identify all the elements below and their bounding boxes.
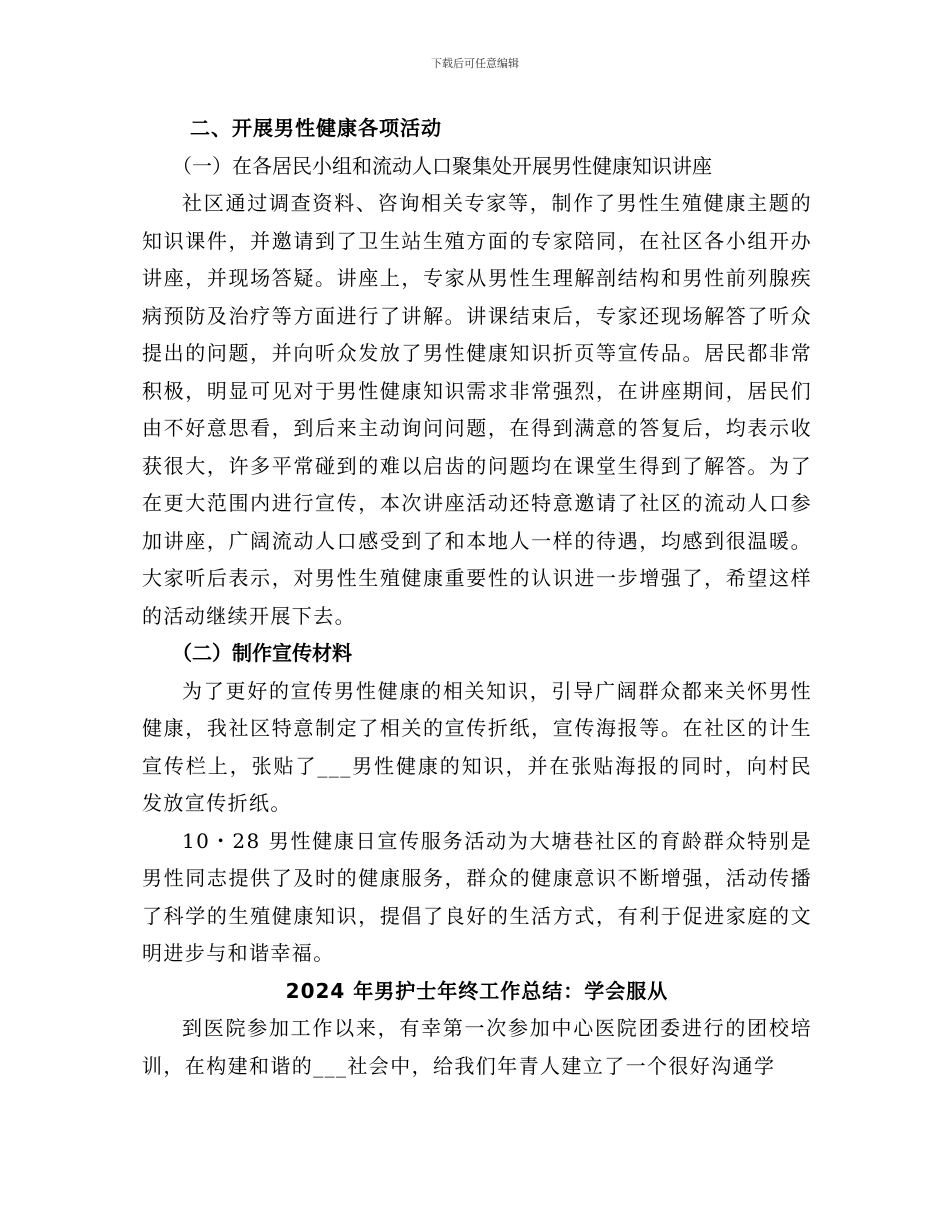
subsection-heading-1: （一）在各居民小组和流动人口聚集处开展男性健康知识讲座 [172, 153, 712, 178]
paragraph-4: 到医院参加工作以来，有幸第一次参加中心医院团委进行的团校培训，在构建和谐的___社会中，给我们年青人建立了一个很好沟通学 [142, 1016, 812, 1078]
page-header: 下载后可任意编辑 [431, 57, 519, 70]
paragraph-2: 为了更好的宣传男性健康的相关知识，引导广阔群众都来关怀男性健康，我社区特意制定了相关的宣传折纸，宣传海报等。在社区的计生宣传栏上，张贴了___男性健康的知识，并在张贴海报的同时，向村民发放宣传折纸。 [142, 678, 812, 815]
document-body [142, 110, 812, 1085]
paragraph-3: 10・28 男性健康日宣传服务活动为大塘巷社区的育龄群众特别是男性同志提供了及时的健康服务，群众的健康意识不断增强，活动传播了科学的生殖健康知识，提倡了良好的生活方式，有利于促进家庭的文明进步与和谐幸福。 [142, 828, 812, 965]
paragraph-1: 社区通过调查资料、咨询相关专家等，制作了男性生殖健康主题的知识课件，并邀请到了卫生站生殖方面的专家陪同，在社区各小组开办讲座，并现场答疑。讲座上，专家从男性生理解剖结构和男性前列腺疾病预防及治疗等方面进行了讲解。讲课结束后，专家还现场解答了听众提出的问题，并向听众发放了男性健康知识折页等宣传品。居民都非常积极，明显可见对于男性健康知识需求非常强烈，在讲座期间，居民们由不好意思看，到后来主动询问问题，在得到满意的答复后，均表示收获很大，许多平常碰到的难以启齿的问题均在课堂生得到了解答。为了在更大范围内进行宣传，本次讲座活动还特意邀请了社区的流动人口参加讲座，广阔流动人口感受到了和本地人一样的待遇，均感到很温暖。大家听后表示，对男性生殖健康重要性的认识进一步增强了，希望这样的活动继续开展下去。 [142, 191, 812, 628]
section-heading: 二、开展男性健康各项活动 [190, 116, 442, 140]
document-title: 2024 年男护士年终工作总结：学会服从 [285, 978, 669, 1003]
subsection-heading-2: （二）制作宣传材料 [172, 641, 352, 665]
